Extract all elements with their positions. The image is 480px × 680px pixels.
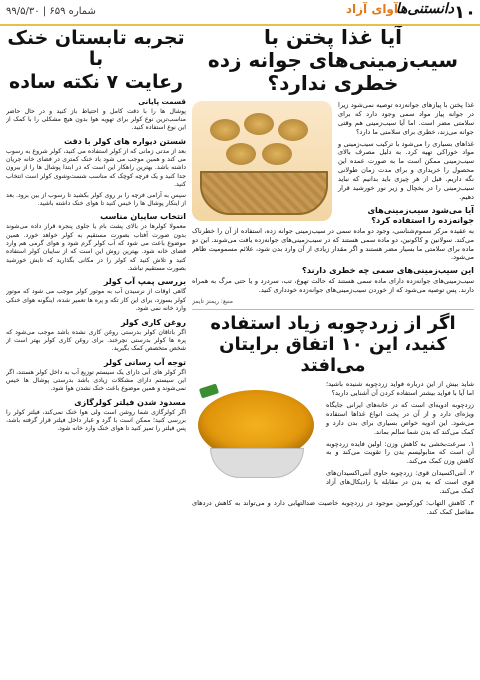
article1-paragraph2: غذاهای بسیاری را می‌شود با ترکیب سیب‌زمینی و مواد خوراکی تهیه کرد. به دلیل مصرف بالای سیب‌زمینی ممکن است ما به صورت عمده این محصول را خریداری و برای مدت زمان طولانی نگه داریم. قبل از هر چیزی باید بدانیم که نباید سیب‌زمینی را در یخچال و زیر نور خورشید قرار دهیم. <box>338 139 474 201</box>
left-title-line2: رعایت ۷ نکته ساده <box>8 70 183 93</box>
paragraph-cleaning: بعد از مدتی زمانی که از کولر استفاده می کنید، کولر شروع به رسوب می کند و همین موجب می شود باد خنک کمتری در فضای خانه جریان داشته باشد. بهترین راهکار این است که در ابتدا پوشال ها را از بیرون جدا کنید و یک فرچه کوچک که مناسب شست‌وشوی کولر است انتخاب کنید. <box>6 147 186 189</box>
potato-icon <box>210 119 240 141</box>
article2-lead: شاید بیش از این درباره فواید زردچوبه شنیده باشید؛ اما آیا با فواید بیشتر استفاده کردن آن آشنایی دارید؟ <box>326 380 474 398</box>
heading-pump: بررسی پمپ آب کولر <box>103 277 186 287</box>
top-header-bar <box>0 0 480 26</box>
issue-date: ۹۹/۵/۳۰ | شماره ۶۵۹ <box>6 6 96 17</box>
left-title-line1: تجربه تابستان خنک با <box>7 27 185 70</box>
bowl-icon <box>210 448 304 478</box>
article2-paragraph3: ۲. آنتی‌اکسیدان قوی: زردچوبه حاوی آنتی‌اکسیدان‌های قوی است که به بدن در مقابله با رادیکال‌های آزاد کمک می‌کند. <box>326 469 474 495</box>
basket-icon <box>200 171 328 215</box>
article1-paragraph4: سیب‌زمینی‌های جوانه‌زده دارای ماده سمی هستند که حالت تهوع، تب، سردرد و یا حتی مرگ به همراه دارند. پس توصیه می‌شود که از خوردن سیب‌زمینی‌های جوانه‌زده خودداری کنید. <box>192 277 474 295</box>
left-column <box>6 26 186 674</box>
potato-icon <box>262 143 292 165</box>
paragraph-shade: معمولا کولرها در بالای پشت بام یا جلوی پنجره قرار داده می‌شوند بدون صورت آفتاب بصورت مستقیم به کولر خواهد خورد. همین موضوع باعث می شود که آب کولر گرم شود و هوای گرمی هم وارد فضای خانه شود. بهترین روش این است که از سایبان کولر استفاده کنید و تلاش کنید که کولر را در مکانی بگذارید که تابش خورشید بصورت مستقیم نباشد. <box>6 223 186 273</box>
kicker: قسمت پایانی <box>138 96 186 106</box>
paragraph-oil: اگر باتاقان کولر بدرستی روغن کاری نشده باشد موجب می‌شود که پره ها کولر بدرستی نچرخند. برای روغن کاری کولر بهتر است از شخص متخصص کمک بگیرید. <box>6 328 186 353</box>
article2-paragraph2: ۱. سرعت‌بخشی به کاهش وزن: اولین فایده زردچوبه آن است که متابولیسم بدن را تقویت می‌کند و به کاهش وزن کمک می‌کند. <box>326 439 474 466</box>
article1-paragraph1: غذا پختن با پیازهای جوانه‌زده توصیه نمی‌شود زیرا در جوانه پیاز مواد سمی وجود دارد که برای سلامتی مضر است. اما آیا سیب‌زمینی هم وقتی جوانه می‌زند، خطری برای سلامتی ما دارد؟ <box>338 101 474 136</box>
potato-icon <box>226 143 256 165</box>
article2-paragraph1: زردچوبه ادویه‌ای است که در خانه‌های ایرانی جایگاه ویژه‌ای دارد و از آن در پخت انواع غذاها استفاده می‌شود. این ادویه خواص بسیاری برای بدن دارد و کمک می‌کند که بدن شما سالم بماند. <box>326 400 474 436</box>
article1-question2: این سیب‌زمینی‌های سمی چه خطری دارند؟ <box>301 265 474 276</box>
heading-cleaning: شستن دیواره های کولر با دقت <box>64 136 186 146</box>
article1-title: آیا غذا پختن با سیب‌زمینی‌های جوانه زده خطری ندارد؟ <box>207 26 459 95</box>
article2-paragraph4: ۳. کاهش التهاب: کورکومین موجود در زردچوبه خاصیت ضدالتهابی دارد و می‌تواند به کاهش دردهای مفاصل کمک کند. <box>192 498 474 516</box>
article1-question1: آیا می‌شود سیب‌زمینی‌های جوانه‌زده را استفاده کرد؟ <box>367 204 474 225</box>
turmeric-image <box>192 380 320 484</box>
potato-icon <box>278 119 308 141</box>
heading-shade: انتخاب سایبان مناسب <box>100 212 186 222</box>
potato-basket-image <box>192 101 332 221</box>
heading-oil: روغن کاری کولر <box>120 317 186 327</box>
paragraph-pump: گاهی اوقات از نرسیدن آب به موتور کولر موجب می شود که موتور کولر بسوزد، برای این کار تکه و پره ها تعمیر شده، اینگونه هوای خنکی وارد خانه نمی شود. <box>6 288 186 313</box>
intro-paragraph: پوشال ها را با دقت کامل و احتیاط باز کنید و در حال حاضر مناسب‌ترین نوع کولر برای تهویه هوا بدون هیچ مشکلی را با کمک از این نوع استفاده کنید. <box>6 107 186 132</box>
paragraph-cleaning-2: سپس به آرامی فرچه را بر روی کولر بکشید تا رسوب از بین برود. بعد از اینکار پوشال ها را خیس کنید تا هوای خنک داشته باشید. <box>6 191 186 207</box>
heading-water: توجه آب رسانی کولر <box>104 357 186 367</box>
paragraph-water: اگر کولر های آبی دارای یک سیستم توزیع آب به داخل کولر هستند، اگر این سیستم دارای مشکلات زیادی باشد بدرستی پوشال ها خیس نمی‌شوند و همین موضوع باعث خنک نشدن هوا شود. <box>6 368 186 393</box>
article1-paragraph3: به عقیده مرکز سموم‌شناسی، وجود دو ماده سمی در سیب‌زمینی جوانه زده، استفاده از آن را خطرناک می‌کند. سولانین و کاکونین، دو ماده سمی هستند که در سیب‌زمینی‌های جوانه‌زده یافت می‌شوند. این دو ماده برای سلامتی ما بسیار مضر هستند و اگر مقدار زیادی از آن وارد بدن شود، علائم مسمومیت ظاهر می‌شود. <box>192 226 474 262</box>
potato-icon <box>244 113 274 135</box>
divider <box>192 309 474 310</box>
brand-logo-text: آوای آزاد <box>345 2 398 16</box>
article2-title: اگر از زردچوبه زیاد استفاده کنید، این ۱۰ اتفاق برایتان می‌افتد <box>210 313 456 376</box>
heading-filter: مسدود شدن فیلتر کولرگازی <box>74 397 186 407</box>
paragraph-filter: اگر کولرگازی شما روشن است ولی هوا خنک نمی‌کند، فیلتر کولر را بررسی کنید؛ ممکن است با گرد و غبار داخل فیلتر قرار گرفته باشد، پس فیلتر را تمیز کنید تا هوای خنک وارد خانه شود. <box>6 408 186 433</box>
section-title: دانستنی‌ها <box>395 1 454 17</box>
leaf-icon <box>199 384 219 399</box>
page-number: ۱۰ <box>454 2 476 23</box>
right-column <box>192 26 474 674</box>
article1-source: منبع: ریمنز تایمز <box>192 298 233 306</box>
